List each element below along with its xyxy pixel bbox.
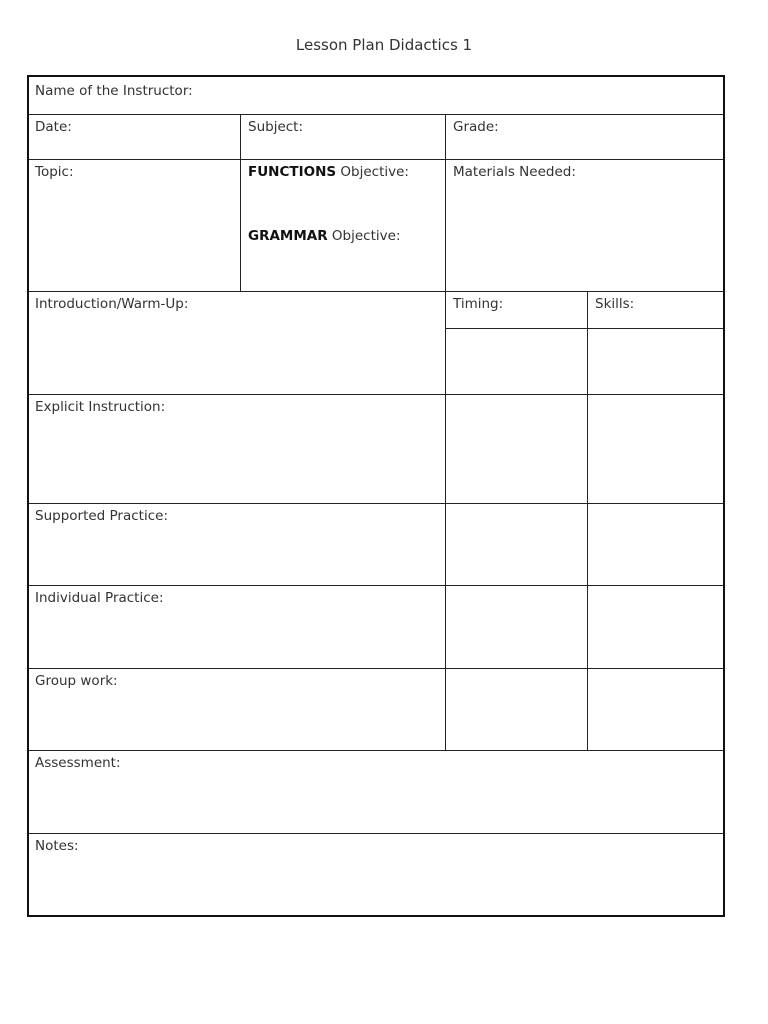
functions-objective-label xyxy=(248,164,409,180)
grammar-objective-label xyxy=(248,228,401,244)
timing-label: Timing: xyxy=(453,296,504,312)
row-divider-timing xyxy=(445,328,723,329)
assessment-label: Assessment: xyxy=(35,755,121,771)
row-divider-3 xyxy=(29,291,723,292)
row-divider-2 xyxy=(29,159,723,160)
topic-label: Topic: xyxy=(35,164,74,180)
skills-label: Skills: xyxy=(595,296,635,312)
page-title: Lesson Plan Didactics 1 xyxy=(295,36,473,54)
col-divider-grade xyxy=(445,114,446,750)
explicit-instruction-label: Explicit Instruction: xyxy=(35,399,166,415)
lesson-plan-form xyxy=(27,75,725,917)
row-divider-5 xyxy=(29,503,723,504)
individual-practice-label: Individual Practice: xyxy=(35,590,164,606)
supported-practice-label: Supported Practice: xyxy=(35,508,169,524)
instructor-label: Name of the Instructor: xyxy=(35,83,193,99)
row-divider-4 xyxy=(29,394,723,395)
materials-label: Materials Needed: xyxy=(453,164,576,180)
row-divider-6 xyxy=(29,585,723,586)
row-divider-7 xyxy=(29,668,723,669)
notes-label: Notes: xyxy=(35,838,79,854)
row-divider-1 xyxy=(29,114,723,115)
warmup-label: Introduction/Warm-Up: xyxy=(35,296,189,312)
col-divider-subject xyxy=(240,114,241,291)
grammar-objective-text: Objective: xyxy=(327,228,401,244)
row-divider-9 xyxy=(29,833,723,834)
subject-label: Subject: xyxy=(248,119,304,135)
group-work-label: Group work: xyxy=(35,673,118,689)
functions-keyword: FUNCTIONS xyxy=(248,164,337,180)
col-divider-skills xyxy=(587,291,588,750)
functions-objective-text: Objective: xyxy=(336,164,409,180)
grammar-keyword: GRAMMAR xyxy=(248,228,328,244)
row-divider-8 xyxy=(29,750,723,751)
grade-label: Grade: xyxy=(453,119,499,135)
date-label: Date: xyxy=(35,119,72,135)
